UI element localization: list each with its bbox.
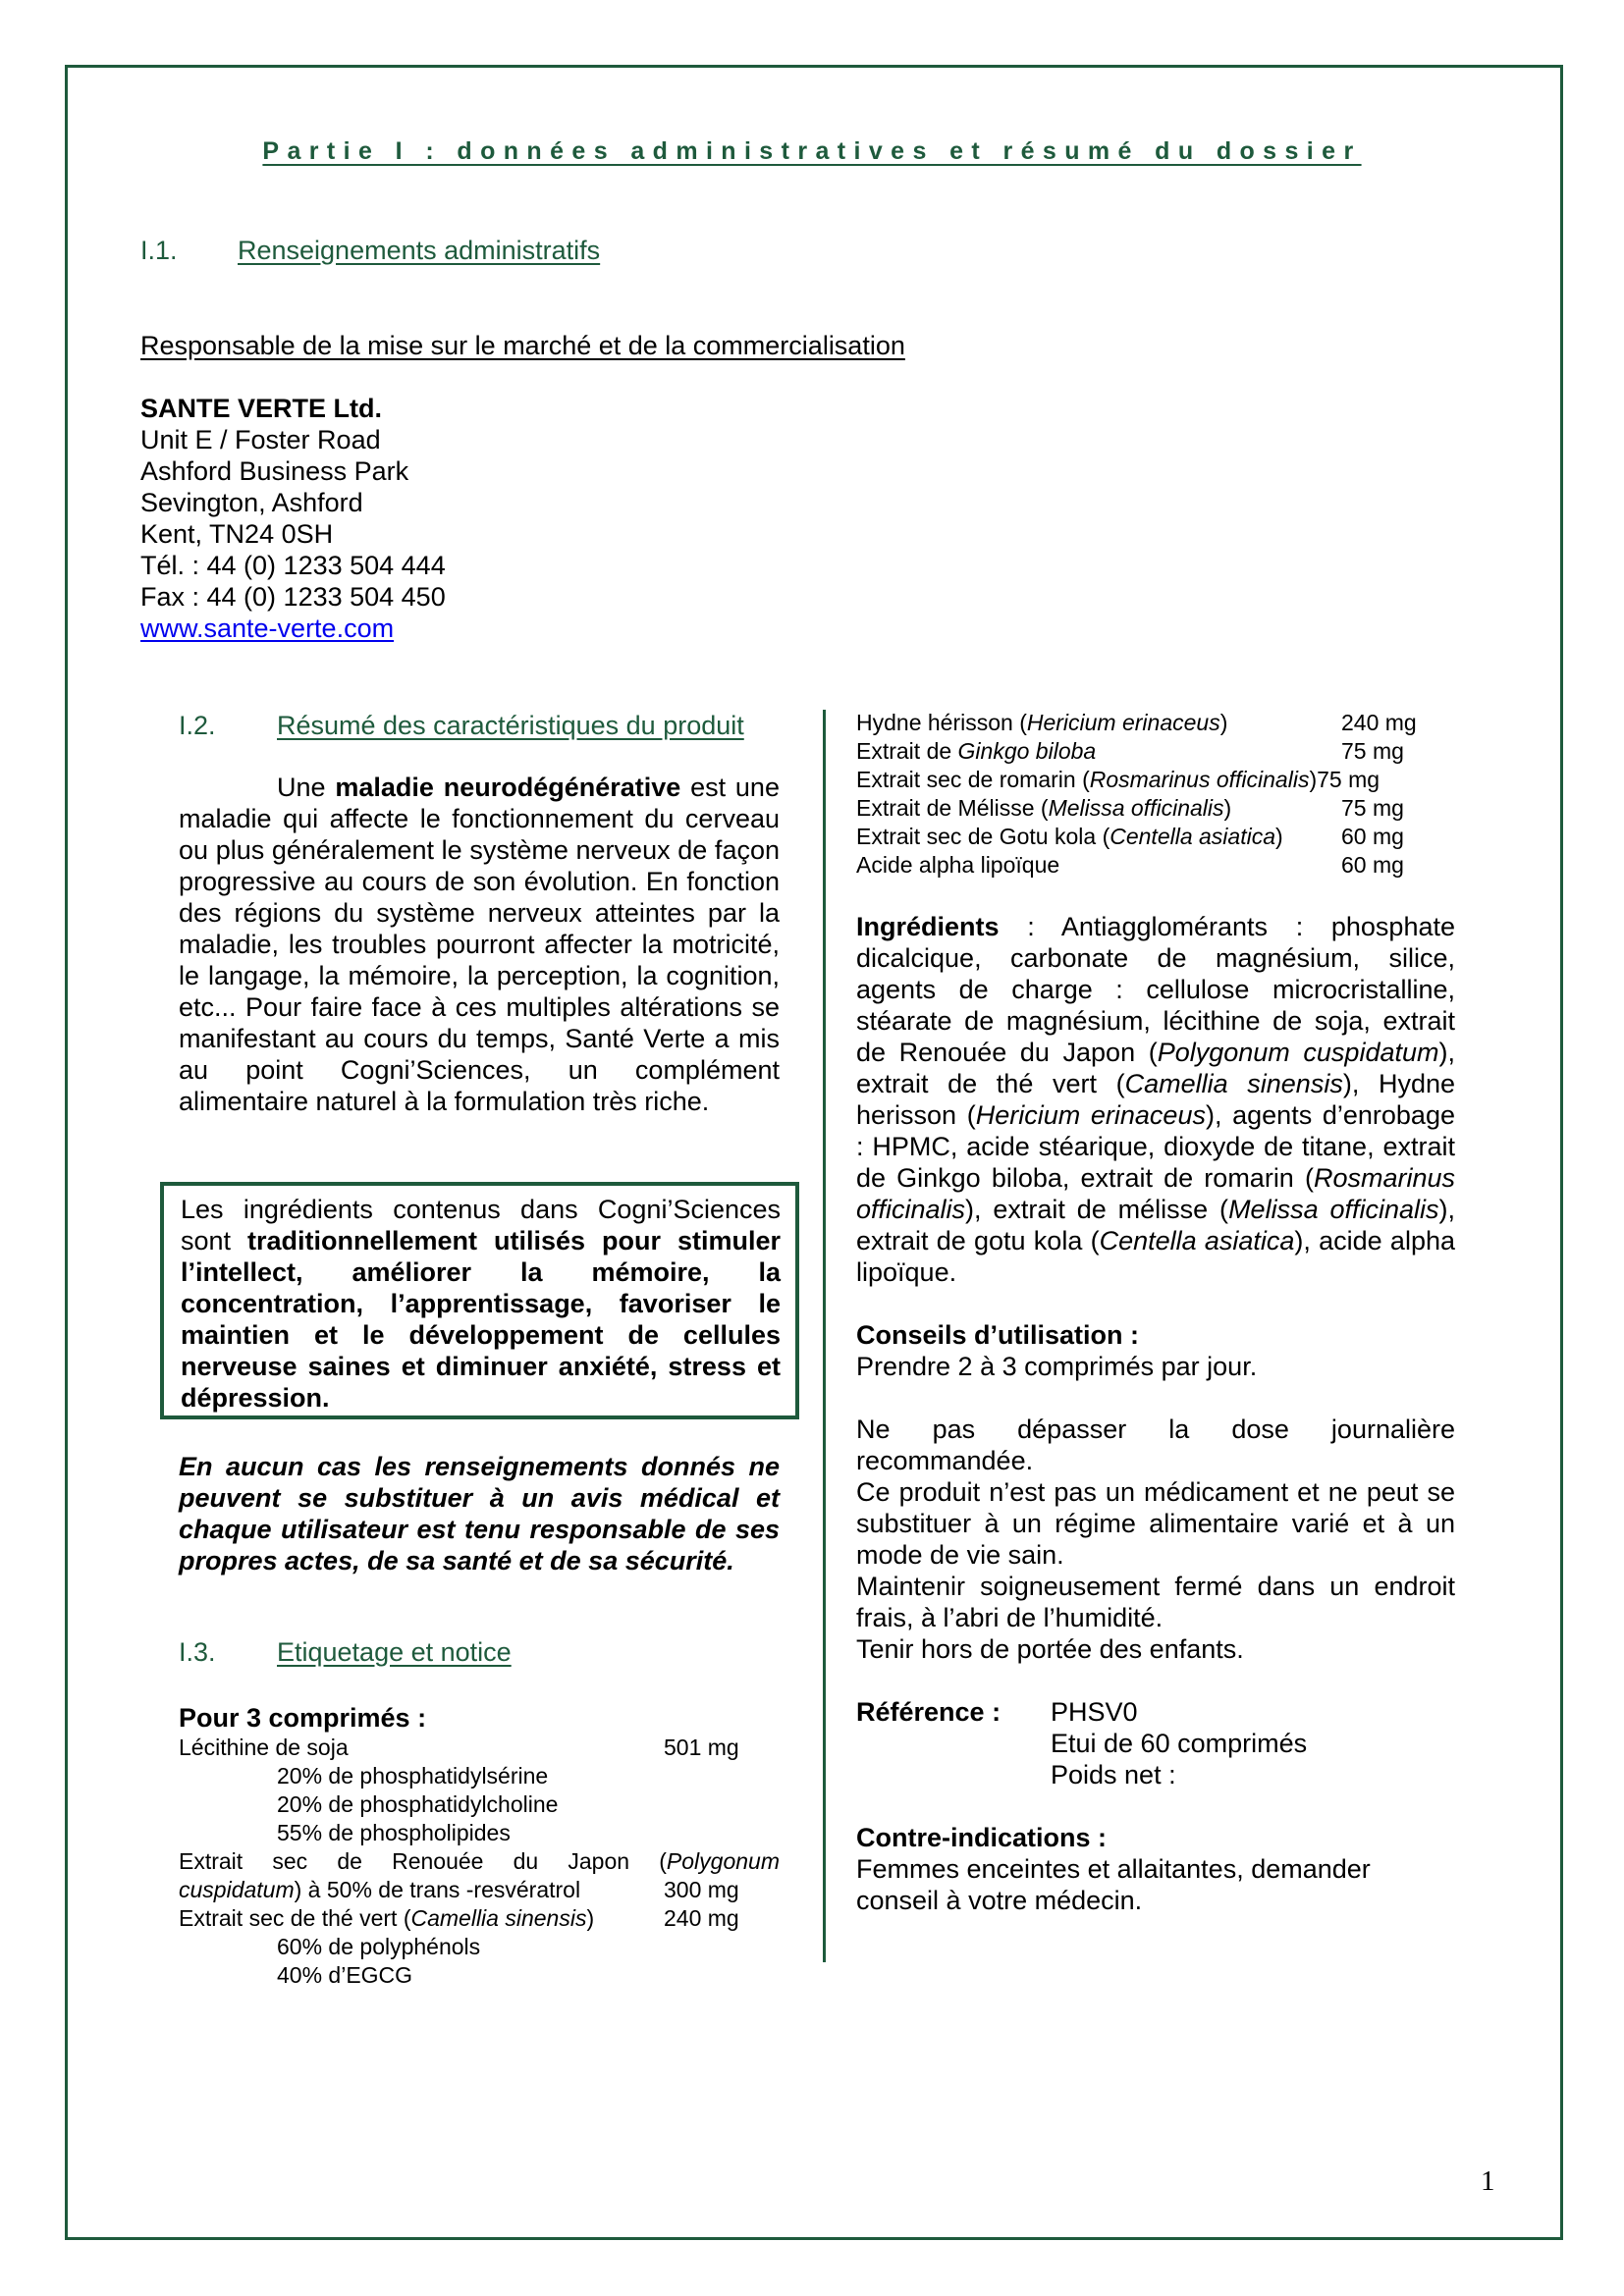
section-heading-i1 [140, 236, 600, 266]
composition-sub: 40% d’EGCG [277, 1962, 413, 1988]
address-line: Sevington, Ashford [140, 488, 363, 517]
address-line: Unit E / Foster Road [140, 425, 381, 454]
column-divider [823, 710, 826, 1962]
composition-row: Lécithine de soja 501 mg [179, 1735, 739, 1760]
usage-advice [856, 1319, 1455, 1665]
contraindications [856, 1822, 1455, 1916]
usage-note: Tenir hors de portée des enfants. [856, 1634, 1244, 1664]
section-number: I.2. [179, 711, 216, 740]
composition-block [179, 1702, 780, 1990]
amount-row: Hydne hérisson (Hericium erinaceus) 240 mg [856, 710, 1417, 735]
composition-sub: 20% de phosphatidylsérine [277, 1763, 549, 1789]
ingredient-amounts [856, 709, 1445, 880]
address-line: Kent, TN24 0SH [140, 519, 334, 549]
reference-line: Poids net : [1051, 1760, 1176, 1789]
amount-row: Extrait de Ginkgo biloba 75 mg [856, 738, 1404, 764]
company-name: SANTE VERTE Ltd. [140, 394, 383, 423]
section-label: Renseignements administratifs [238, 236, 601, 265]
section-number: I.3. [179, 1637, 216, 1667]
usage-note: Maintenir soigneusement fermé dans un endroit frais, à l’abri de l’humidité. [856, 1572, 1455, 1632]
box-text: Les ingrédients contenus dans Cogni’Sciences sont traditionnellement utilisés pour stimuler l’intellect, améliorer la mémoire, la concentration, l’apprentissage, favoriser le maintien et le développement de cellules nerveuse saines et diminuer anxiété, stress et dépression. [181, 1195, 781, 1413]
composition-sub: 20% de phosphatidylcholine [277, 1791, 559, 1817]
amount-row: Extrait de Mélisse (Melissa officinalis) 75 mg [856, 795, 1404, 821]
usage-heading: Conseils d’utilisation : [856, 1320, 1140, 1350]
warning-text: En aucun cas les renseignements donnés ne peuvent se substituer à un avis médical et chaque utilisateur est tenu responsable de ses propres actes, de sa santé et de sa sécurité. [179, 1452, 780, 1575]
section-label: Etiquetage et notice [277, 1637, 512, 1667]
highlight-box [160, 1182, 799, 1419]
section-heading-i3 [179, 1637, 512, 1668]
amount-row: Extrait sec de Gotu kola (Centella asiatica) 60 mg [856, 824, 1404, 849]
reference-line: Etui de 60 comprimés [1051, 1729, 1308, 1758]
usage-note: Ne pas dépasser la dose journalière recommandée. [856, 1415, 1455, 1475]
composition-heading: Pour 3 comprimés : [179, 1703, 427, 1733]
emphasis-term: maladie neurodégénérative [335, 773, 681, 802]
ingredients-paragraph: Ingrédients : Antiagglomérants : phosphate dicalcique, carbonate de magnésium, silice, agents de charge : cellulose microcristalline, stéarate de magnésium, lécithine de soja, extrait de Renouée du Japon (Polygonum cuspidatum), extrait de thé vert (Camellia sinensis), Hydne herisson (Hericium erinaceus), agents d’enrobage : HPMC, acide stéarique, dioxyde de titane, extrait de Ginkgo biloba, extrait de romarin (Rosmarinus officinalis), extrait de mélisse (Melissa officinalis), extrait de gotu kola (Centella asiatica), acide alpha lipoïque. [856, 912, 1455, 1287]
usage-note: Ce produit n’est pas un médicament et ne peut se substituer à un régime alimentaire varié et à un mode de vie sain. [856, 1477, 1455, 1570]
composition-row: cuspidatum) à 50% de trans -resvératrol 300 mg [179, 1877, 739, 1902]
section-number: I.1. [140, 236, 178, 265]
address-line: Ashford Business Park [140, 456, 409, 486]
responsible-heading: Responsable de la mise sur le marché et de la commercialisation [140, 331, 905, 360]
reference-block [856, 1696, 1455, 1790]
contraindications-text: Femmes enceintes et allaitantes, demander conseil à votre médecin. [856, 1854, 1371, 1915]
amount-row: Acide alpha lipoïque 60 mg [856, 852, 1404, 878]
page-number: 1 [1481, 2165, 1495, 2197]
section-heading-i2 [179, 711, 744, 741]
phone: Tél. : 44 (0) 1233 504 444 [140, 551, 446, 580]
composition-list [179, 1734, 780, 1990]
ingredients-label: Ingrédients [856, 912, 1000, 941]
page-title: Partie I : données administratives et résumé du dossier [262, 137, 1362, 165]
contraindications-heading: Contre-indications : [856, 1823, 1107, 1852]
composition-row: Extrait sec de thé vert (Camellia sinensis) 240 mg [179, 1905, 739, 1931]
composition-row: Extrait sec de Renouée du Japon (Polygonum [179, 1848, 780, 1874]
amount-row: Extrait sec de romarin (Rosmarinus officinalis)75 mg [856, 767, 1380, 792]
fax: Fax : 44 (0) 1233 504 450 [140, 582, 446, 612]
usage-dose: Prendre 2 à 3 comprimés par jour. [856, 1352, 1258, 1381]
website-link[interactable]: www.sante-verte.com [140, 614, 395, 643]
reference-label: Référence : [856, 1697, 1001, 1727]
reference-code: PHSV0 [1051, 1697, 1138, 1727]
intro-paragraph: Une maladie neurodégénérative est une maladie qui affecte le fonctionnement du cerveau ou plus généralement le système nerveux de façon progressive au cours de son évolution. En fonction des régions du système nerveux atteintes par la maladie, les troubles pourront affecter la motricité, le langage, la mémoire, la perception, la cognition, etc... Pour faire face à ces multiples altérations se manifestant au cours du temps, Santé Verte a mis au point Cogni’Sciences, un complément alimentaire naturel à la formulation très riche. [179, 773, 780, 1116]
composition-sub: 60% de polyphénols [277, 1934, 481, 1959]
section-label: Résumé des caractéristiques du produit [277, 711, 744, 740]
company-address [140, 393, 446, 644]
composition-sub: 55% de phospholipides [277, 1820, 511, 1845]
reference-row [856, 1696, 1455, 1728]
